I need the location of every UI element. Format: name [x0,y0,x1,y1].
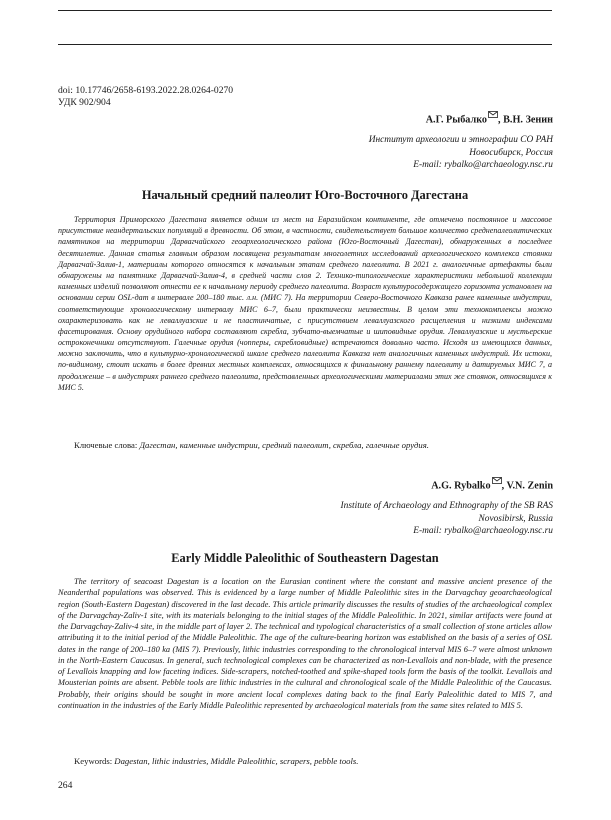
en-affiliation [341,500,553,538]
envelope-icon [488,110,498,121]
en-author-rybalko: A.G. Rybalko [431,480,491,492]
ru-institute: Институт археологии и этнографии СО РАН [368,135,553,145]
en-city: Novosibirsk, Russia [478,513,553,524]
header-rule-top [58,10,552,11]
doi-link[interactable]: doi: 10.17746/2658-6193.2022.28.0264-0270 [58,85,234,96]
ru-abstract: Территория Приморского Дагестана является одним из мест на Евразийском континенте, где отмечено постоянное и массовое присутствие неандертальских популяций в древности. Об этом, в частности, свидетельствует большое количество среднепалеолитических памятников на территории Дарвагчайского геоархеологического района (Юго-Восточный Дагестан), обнаруженных в последнее десятилетие. Данная статья главным образом посвящена результатам многолетних исследований археологического комплекса стоянки Дарвагчай-Залив-1, материалы которого относятся к начальным этапам среднего палеолита. В 2021 г. аналогичные артефакты были обнаружены на памятнике Дарвагчай-Залив-4, в средней части слоя 2. Технико-типологические характеристики небольшой коллекции каменных изделий позволяют отнести ее к начальному периоду среднего палеолита. Возраст культуросодержащего горизонта установлен на основании серии OSL-дат в интервале 200–180 тыс. л.н. (МИС 7). На территории Северо-Восточного Кавказа ранее каменные индустрии, соответствующие хронологическому интервалу МИС 6–7, были практически неизвестны. В целом эти технокомплексы можно охарактеризовать как не леваллуазские и не пластинчатые, с присутствием леваллуазского расщепления и низкими индексами фасетирования. Основу орудийного набора составляют скребла, зубчато-выемчатые и шиповидные орудия. Леваллуазские и мустьерские остроконечники отсутствуют. Галечные орудия (чопперы, скребловидные) встречаются довольно часто. Исходя из имеющихся данных, можно заключить, что в культурно-хронологической шкале среднего палеолита Кавказа нет аналогичных каменных индустрий. Их истоки, по-видимому, стоит искать в более древних местных комплексах, относящихся к финальному раннему палеолиту и датируемых МИС 7, а продолжение – в индустриях раннего среднего палеолита, представленных археологическими материалами этих же стоянок, относящихся к МИС 5. [58,215,552,392]
ru-keywords [74,440,552,451]
ru-keywords-list: Дагестан, каменные индустрии, средний палеолит, скребла, галечные орудия. [139,440,429,450]
en-keywords [74,756,552,767]
ru-keywords-label: Ключевые слова: [74,440,140,450]
en-keywords-label: Keywords: [74,756,115,766]
ru-email[interactable]: E-mail: rybalko@archaeology.nsc.ru [413,160,553,170]
udk-code: УДК 902/904 [58,97,111,108]
ru-author-zenin: , В.Н. Зенин [498,114,553,126]
en-keywords-list: Dagestan, lithic industries, Middle Paleolithic, scrapers, pebble tools. [114,756,359,766]
ru-title: Начальный средний палеолит Юго-Восточного Дагестана [141,188,469,202]
en-title: Early Middle Paleolithic of Southeastern Dagestan [171,551,439,565]
en-author-zenin: , V.N. Zenin [501,480,553,492]
article-meta [58,85,233,109]
envelope-icon [492,476,502,487]
en-email[interactable]: E-mail: rybalko@archaeology.nsc.ru [413,526,553,536]
en-abstract: The territory of seacoast Dagestan is a location on the Eurasian continent where the constant and massive ancient presence of the Neanderthal populations was observed. This is evidenced by a large number of Middle Paleolithic sites in the Darvagchay geoarchaeological region (South-Eastern Dagestan) discovered in the last decade. This article primarily discusses the results of studies of the archaeological complex of the Darvagchay-Zaliv-1 site, with its materials belonging to the initial stages of the Middle Paleolithic. In 2021, similar artifacts were found at the Darvagchay-Zaliv-4 site, in the middle part of layer 2. The technical and typological characteristics of a small collection of stone articles allow attributing it to the initial period of the Middle Paleolithic. The age of the culture-bearing horizon was established on the basis of a series of OSL dates in the range of 200–180 ka (MIS 7). Previously, lithic industries corresponding to the chronological interval MIS 6–7 were almost unknown in the North-Eastern Caucasus. In general, such technological complexes can be characterized as non-Levallois and non-blade, with the presence of Levallois knapping and low faceting indices. Side-scrapers, notched-toothed and spike-shaped tools form the basis of the toolkit. Levallois and Mousterian points are absent. Pebble tools are lithic industries in the cultural and chronological scale of the Middle Paleolithic of the Caucasus. Probably, their origins should be sought in more ancient local complexes dating back to the final Early Paleolithic dated to MIS 7, and continuation in the industries of the Early Middle Paleolithic represented by archaeological materials from the same sites related to MIS 5. [58,577,552,710]
ru-authors [426,110,553,125]
header-rule-bottom [58,44,552,45]
page-number: 264 [58,780,73,791]
ru-city: Новосибирск, Россия [469,147,553,158]
ru-author-rybalko: А.Г. Рыбалко [425,114,488,126]
en-authors [431,476,553,491]
ru-affiliation [369,134,553,172]
en-institute: Institute of Archaeology and Ethnography of the SB RAS [340,501,553,511]
